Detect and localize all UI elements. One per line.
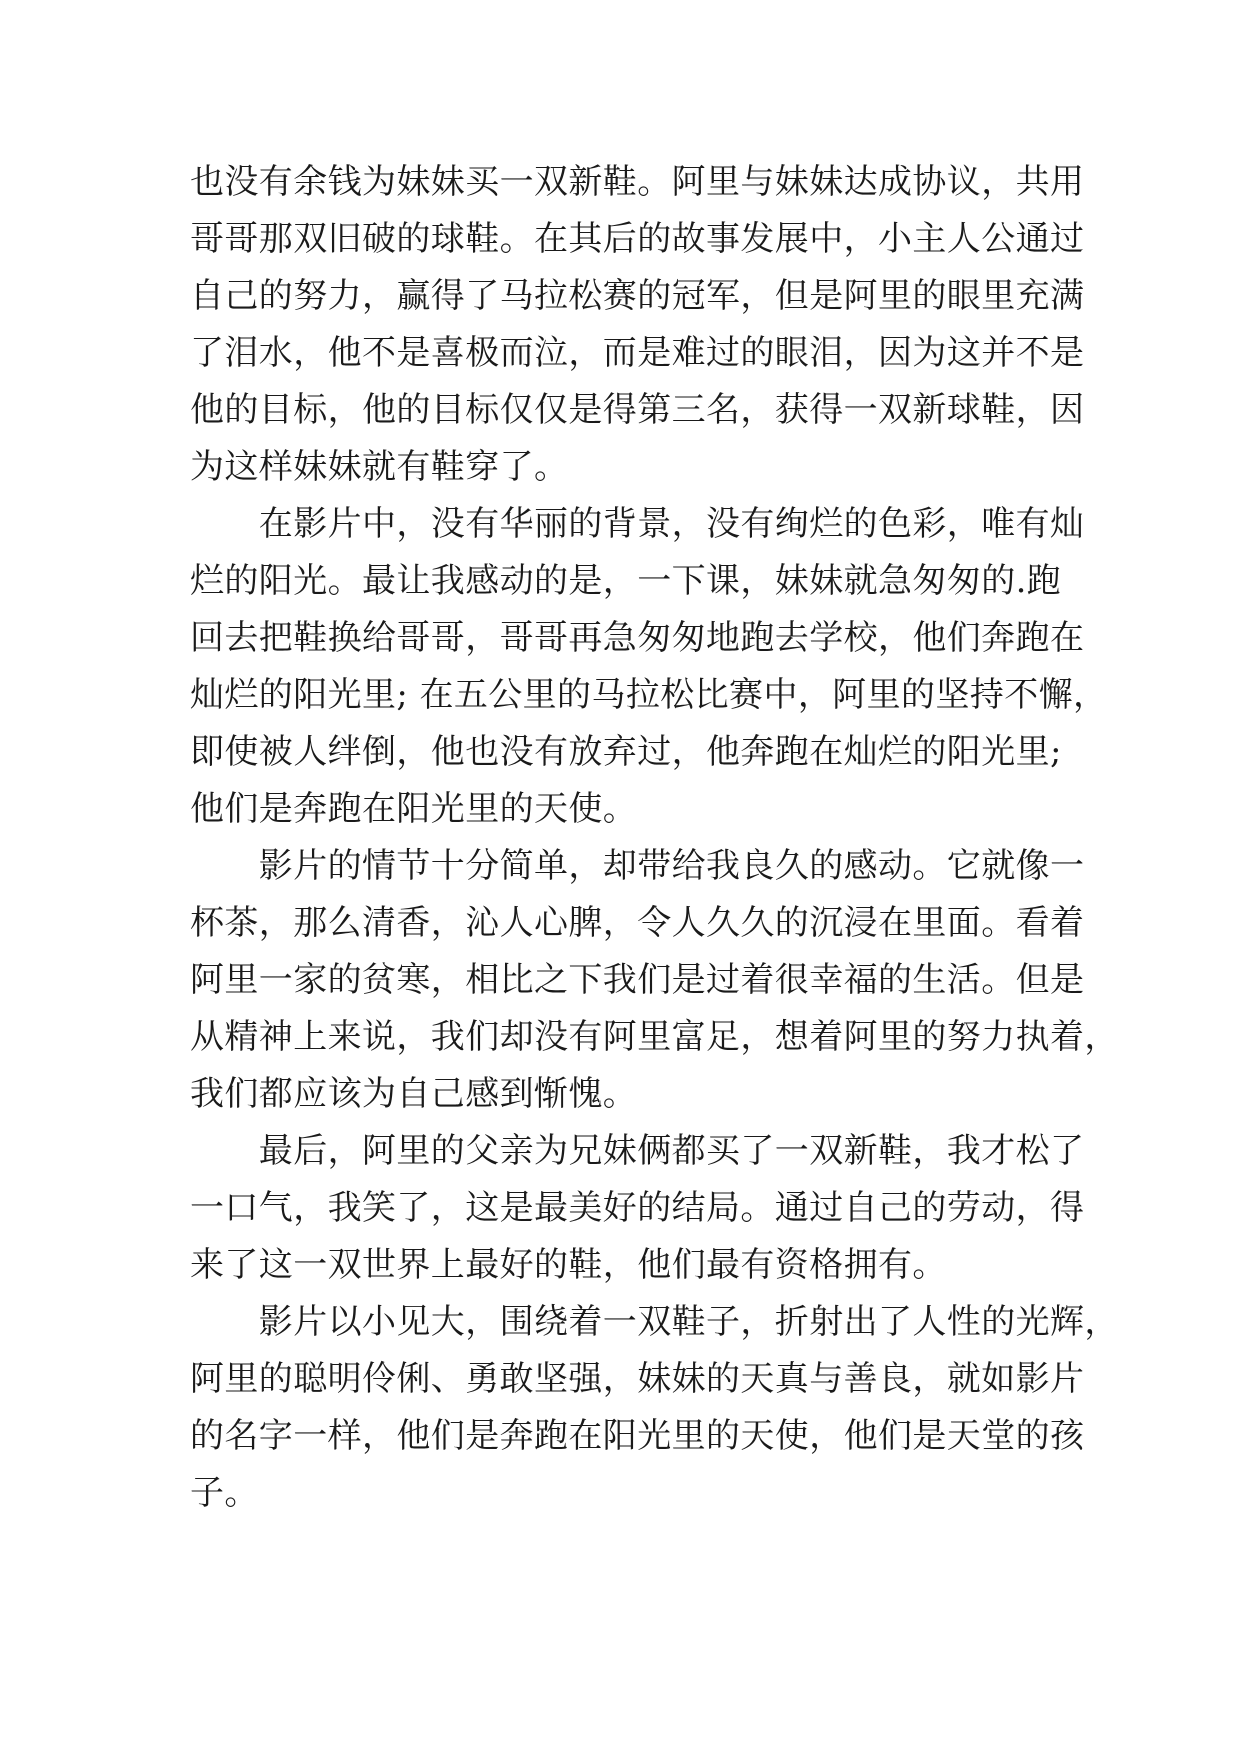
text-line: 杯茶，那么清香，沁人心脾，令人久久的沉浸在里面。看着 <box>190 903 1085 943</box>
text-line: 影片以小见大，围绕着一双鞋子，折射出了人性的光辉， <box>190 1302 1119 1342</box>
text-line: 自己的努力，赢得了马拉松赛的冠军，但是阿里的眼里充满 <box>190 276 1085 316</box>
text-line: 的名字一样，他们是奔跑在阳光里的天使，他们是天堂的孩 <box>190 1416 1085 1456</box>
text-line: 哥哥那双旧破的球鞋。在其后的故事发展中，小主人公通过 <box>190 219 1085 259</box>
text-line: 阿里一家的贫寒，相比之下我们是过着很幸福的生活。但是 <box>190 960 1085 1000</box>
text-line: 灿烂的阳光里; 在五公里的马拉松比赛中，阿里的坚持不懈， <box>190 675 1108 715</box>
text-line: 从精神上来说，我们却没有阿里富足，想着阿里的努力执着， <box>190 1017 1119 1057</box>
text-line: 在影片中，没有华丽的背景，没有绚烂的色彩，唯有灿 <box>190 504 1085 544</box>
essay-body <box>190 154 1119 1522</box>
text-line: 他们是奔跑在阳光里的天使。 <box>190 789 638 829</box>
text-line: 他的目标，他的目标仅仅是得第三名，获得一双新球鞋，因 <box>190 390 1085 430</box>
text-line: 子。 <box>190 1473 259 1513</box>
text-line: 来了这一双世界上最好的鞋，他们最有资格拥有。 <box>190 1245 947 1285</box>
text-line: 也没有余钱为妹妹买一双新鞋。阿里与妹妹达成协议，共用 <box>190 162 1085 202</box>
text-line: 我们都应该为自己感到惭愧。 <box>190 1074 638 1114</box>
text-line: 为这样妹妹就有鞋穿了。 <box>190 447 569 487</box>
text-line: 即使被人绊倒，他也没有放弃过，他奔跑在灿烂的阳光里; <box>190 732 1062 772</box>
text-line: 烂的阳光。最让我感动的是，一下课，妹妹就急匆匆的.跑 <box>190 561 1062 601</box>
text-line: 影片的情节十分简单，却带给我良久的感动。它就像一 <box>190 846 1085 886</box>
text-line: 了泪水，他不是喜极而泣，而是难过的眼泪，因为这并不是 <box>190 333 1085 373</box>
text-line: 阿里的聪明伶俐、勇敢坚强，妹妹的天真与善良，就如影片 <box>190 1359 1085 1399</box>
text-line: 回去把鞋换给哥哥，哥哥再急匆匆地跑去学校，他们奔跑在 <box>190 618 1085 658</box>
text-line: 最后，阿里的父亲为兄妹俩都买了一双新鞋，我才松了 <box>190 1131 1085 1171</box>
text-line: 一口气，我笑了，这是最美好的结局。通过自己的劳动，得 <box>190 1188 1085 1228</box>
